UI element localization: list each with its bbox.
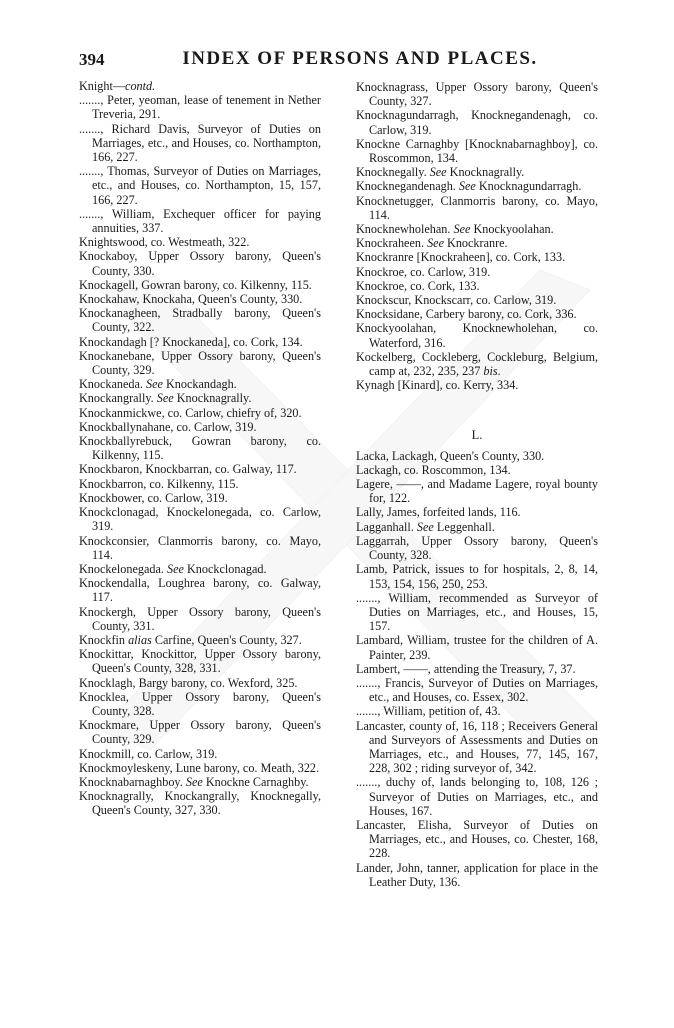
entry-text: Knockraheen. — [356, 236, 428, 251]
entry-text-continued: Knockyoolahan. — [470, 222, 554, 237]
index-entry — [356, 449, 598, 463]
entry-text: ......., William, recommended as Surveyor of Duties on Marriages, etc., and Houses, 15, 157. — [356, 590, 598, 634]
index-entry — [356, 250, 598, 264]
index-entry — [356, 719, 598, 776]
index-entry — [79, 647, 321, 675]
entry-text: Knocknetugger, Clanmorris barony, co. Mayo, 114. — [356, 193, 598, 222]
index-entry — [356, 222, 598, 236]
index-entry — [79, 278, 321, 292]
entry-text-continued: Knockandagh. — [162, 377, 237, 392]
entry-text: ......., Peter, yeoman, lease of tenement in Nether Treveria, 291. — [79, 93, 321, 122]
index-entry — [79, 676, 321, 690]
entry-text: Lagganhall. — [356, 519, 417, 534]
entry-italic-text: See — [416, 519, 434, 534]
entry-text-continued: Knockne Carnaghby. — [202, 774, 309, 789]
index-entry — [356, 704, 598, 718]
index-entry — [79, 391, 321, 405]
entry-text: ......., Richard Davis, Surveyor of Duties on Marriages, etc., and Houses, co. Northampton, 166, 227. — [79, 121, 321, 165]
entry-italic-text: See — [146, 377, 163, 392]
entry-text: Knocknagrass, Upper Ossory barony, Queen's County, 327. — [356, 80, 598, 109]
index-entry — [79, 462, 321, 476]
index-entry — [356, 520, 598, 534]
entry-text: Knockranre [Knockraheen], co. Cork, 133. — [356, 250, 566, 265]
entry-italic-text: See — [458, 179, 476, 194]
index-entry — [79, 605, 321, 633]
page-number: 394 — [79, 50, 105, 69]
entry-text: Knockne Carnaghby [Knocknabarnaghboy], co. Roscommon, 134. — [356, 136, 598, 166]
index-entry — [79, 505, 321, 533]
index-entry — [79, 406, 321, 420]
index-entry — [356, 662, 598, 676]
entry-text: Knockaneda. — [79, 377, 147, 392]
index-entry — [79, 775, 321, 789]
index-entry — [356, 108, 598, 136]
entry-text: Kockelberg, Cockleberg, Cockleburg, Belgium, camp at, 232, 235, 237 — [356, 349, 598, 379]
entry-text: ......., duchy of, lands belonging to, 108, 126 ; Surveyor of Duties on Marriages, etc., and Houses, 167. — [356, 775, 598, 818]
entry-text: Lackagh, co. Roscommon, 134. — [356, 462, 511, 477]
index-entry — [356, 591, 598, 634]
entry-text: ......., Francis, Surveyor of Duties on Marriages, etc., and Houses, co. Essex, 302. — [356, 675, 598, 705]
entry-italic-text: alias — [128, 632, 152, 647]
entry-text: Knockyoolahan, Knocknewholehan, co. Waterford, 316. — [356, 321, 598, 350]
page-header — [0, 48, 674, 72]
entry-text: Knockroe, co. Carlow, 319. — [356, 264, 491, 279]
entry-text-continued: Knocknagrally. — [173, 391, 252, 406]
entry-text: Knockbower, co. Carlow, 319. — [79, 490, 228, 505]
entry-text: Knockconsier, Clanmorris barony, co. Mayo, 114. — [79, 533, 321, 562]
entry-text-continued: Carfine, Queen's County, 327. — [151, 632, 302, 647]
index-entry — [79, 207, 321, 235]
index-entry — [79, 477, 321, 491]
entry-text: Knockittar, Knockittor, Upper Ossory barony, Queen's County, 328, 331. — [79, 647, 321, 676]
entry-text: ......., William, Exchequer officer for paying annuities, 337. — [79, 206, 321, 236]
index-entry — [79, 235, 321, 249]
section-letter-heading: L. — [471, 428, 483, 443]
index-column-left — [79, 79, 321, 818]
index-entry — [356, 378, 598, 392]
entry-italic-text: See — [453, 222, 471, 237]
entry-italic-text: See — [427, 236, 444, 251]
entry-text: Knockmoyleskeny, Lune barony, co. Meath, 322. — [79, 760, 320, 775]
entry-italic-text: See — [429, 165, 447, 180]
index-entry — [79, 576, 321, 604]
entry-text: Knockagell, Gowran barony, co. Kilkenny, 115. — [79, 277, 312, 292]
entry-text: Lambard, William, trustee for the children of A. Painter, 239. — [356, 633, 598, 662]
index-entry — [79, 534, 321, 562]
index-entry — [79, 491, 321, 505]
index-entry — [356, 165, 598, 179]
entry-text: Kynagh [Kinard], co. Kerry, 334. — [356, 378, 519, 393]
index-entry — [356, 505, 598, 519]
entry-text: Knocknegandenagh. — [356, 179, 459, 194]
entry-text-continued: Leggenhall. — [433, 519, 495, 534]
entry-text: Knockroe, co. Cork, 133. — [356, 278, 480, 293]
entry-text: Knocknagundarragh, Knocknegandenagh, co. Carlow, 319. — [356, 108, 598, 137]
entry-text: Knockballynahane, co. Carlow, 319. — [79, 419, 257, 434]
entry-text: Lander, John, tanner, application for place in the Leather Duty, 136. — [356, 860, 598, 889]
index-entry — [356, 265, 598, 279]
index-entry — [79, 335, 321, 349]
entry-text: Lally, James, forfeited lands, 116. — [356, 505, 521, 520]
entry-italic-text: See — [156, 391, 174, 406]
index-entry — [356, 463, 598, 477]
index-entry — [79, 306, 321, 334]
entry-italic-text: contd. — [125, 79, 156, 93]
index-entry — [79, 93, 321, 121]
index-entry — [79, 122, 321, 165]
entry-text: Knocknewholehan. — [356, 222, 454, 237]
entry-text: Knightswood, co. Westmeath, 322. — [79, 235, 250, 250]
entry-text: Knockelonegada. — [79, 561, 167, 576]
index-entry — [79, 79, 321, 93]
entry-text: Knockclonagad, Knockelonegada, co. Carlow, 319. — [79, 505, 321, 534]
index-entry — [356, 321, 598, 349]
entry-text: Knockscur, Knockscarr, co. Carlow, 319. — [356, 293, 557, 308]
index-entry — [356, 137, 598, 165]
entry-text: Knight— — [79, 79, 126, 93]
index-entry — [79, 377, 321, 391]
index-entry — [356, 194, 598, 222]
entry-italic-text: bis — [483, 364, 498, 379]
entry-text: Lancaster, county of, 16, 118 ; Receivers General and Surveyors of Assessments and Duties on Marriages, etc., and Houses, 77, 145, 167, 228, 302 ; riding surveyor of, 342. — [356, 718, 598, 776]
index-entry — [356, 534, 598, 562]
entry-text: Knockangrally. — [79, 391, 157, 406]
index-section-k — [356, 80, 598, 392]
entry-text: Knockmare, Upper Ossory barony, Queen's County, 329. — [79, 718, 321, 747]
entry-text: Knockanebane, Upper Ossory barony, Queen's County, 329. — [79, 348, 321, 378]
index-entry — [79, 164, 321, 207]
running-title: INDEX OF PERSONS AND PLACES. — [182, 48, 538, 69]
entry-text: Lagere, ——, and Madame Lagere, royal bounty for, 122. — [356, 477, 598, 506]
entry-text: Knockanagheen, Stradbally barony, Queen's County, 322. — [79, 306, 321, 335]
entry-text-continued: Knockclonagad. — [183, 561, 267, 576]
entry-text: Knocknagrally, Knockangrally, Knocknegally, Queen's County, 327, 330. — [79, 789, 321, 818]
entry-text: Lambert, ——, attending the Treasury, 7, 37. — [356, 661, 576, 676]
entry-text: Knocknabarnaghboy. — [79, 774, 186, 789]
entry-text: ......., Thomas, Surveyor of Duties on Marriages, etc., and Houses, co. Northampton, 15, 157, 166, 227. — [79, 164, 321, 207]
index-entry — [79, 249, 321, 277]
entry-text-continued: Knocknagrally. — [446, 165, 525, 180]
entry-text: Knockergh, Upper Ossory barony, Queen's County, 331. — [79, 604, 321, 633]
index-entry — [356, 80, 598, 108]
entry-text: Knockfin — [79, 632, 129, 647]
entry-text: Knocklagh, Bargy barony, co. Wexford, 325. — [79, 675, 298, 690]
entry-italic-text: See — [185, 774, 203, 789]
index-entry — [356, 307, 598, 321]
index-entry — [79, 747, 321, 761]
index-entry — [79, 562, 321, 576]
entry-text: Lacka, Lackagh, Queen's County, 330. — [356, 448, 545, 463]
index-entry — [356, 775, 598, 818]
index-entry — [356, 861, 598, 889]
index-entry — [356, 293, 598, 307]
index-entry — [356, 818, 598, 861]
entry-text: Knockandagh [? Knockaneda], co. Cork, 134. — [79, 334, 303, 349]
index-entry — [356, 179, 598, 193]
index-entry — [356, 236, 598, 250]
entry-text: Knockahaw, Knockaha, Queen's County, 330. — [79, 292, 303, 307]
index-entry — [79, 633, 321, 647]
index-section-l — [356, 449, 598, 889]
index-entry — [356, 350, 598, 378]
index-entry — [79, 718, 321, 746]
entry-italic-text: See — [167, 561, 184, 576]
index-entry — [356, 633, 598, 661]
entry-text: Lancaster, Elisha, Surveyor of Duties on Marriages, etc., and Houses, co. Chester, 168, 228. — [356, 817, 598, 861]
index-entry — [79, 420, 321, 434]
entry-text: Knockballyrebuck, Gowran barony, co. Kilkenny, 115. — [79, 434, 321, 463]
index-column-right — [356, 80, 598, 889]
entry-text: Knockanmickwe, co. Carlow, chiefry of, 320. — [79, 405, 302, 420]
index-entry — [79, 434, 321, 462]
index-entry — [79, 789, 321, 817]
entry-text: Knockbaron, Knockbarran, co. Galway, 117. — [79, 462, 297, 477]
entry-text-continued: Knocknagundarragh. — [475, 179, 582, 194]
index-entry — [79, 761, 321, 775]
entry-text: Knockendalla, Loughrea barony, co. Galway, 117. — [79, 576, 321, 605]
entry-text-continued: Knockranre. — [443, 236, 508, 251]
index-entry — [79, 349, 321, 377]
entry-text: Lamb, Patrick, issues to for hospitals, 2, 8, 14, 153, 154, 156, 250, 253. — [356, 562, 598, 591]
entry-text: Knocklea, Upper Ossory barony, Queen's County, 328. — [79, 689, 321, 718]
entry-text: Knocksidane, Carbery barony, co. Cork, 336. — [356, 307, 577, 322]
entry-text: Knocknegally. — [356, 165, 430, 180]
entry-text: Knockmill, co. Carlow, 319. — [79, 746, 218, 761]
entry-text: Knockaboy, Upper Ossory barony, Queen's County, 330. — [79, 249, 321, 278]
index-entry — [356, 676, 598, 704]
index-entry — [79, 690, 321, 718]
index-entry — [356, 279, 598, 293]
entry-text: ......., William, petition of, 43. — [356, 704, 501, 719]
index-entry — [356, 562, 598, 590]
index-entry — [79, 292, 321, 306]
entry-text: Knockbarron, co. Kilkenny, 115. — [79, 476, 239, 491]
entry-text: Laggarrah, Upper Ossory barony, Queen's County, 328. — [356, 533, 598, 563]
index-entry — [356, 477, 598, 505]
entry-text-continued: . — [497, 364, 501, 379]
